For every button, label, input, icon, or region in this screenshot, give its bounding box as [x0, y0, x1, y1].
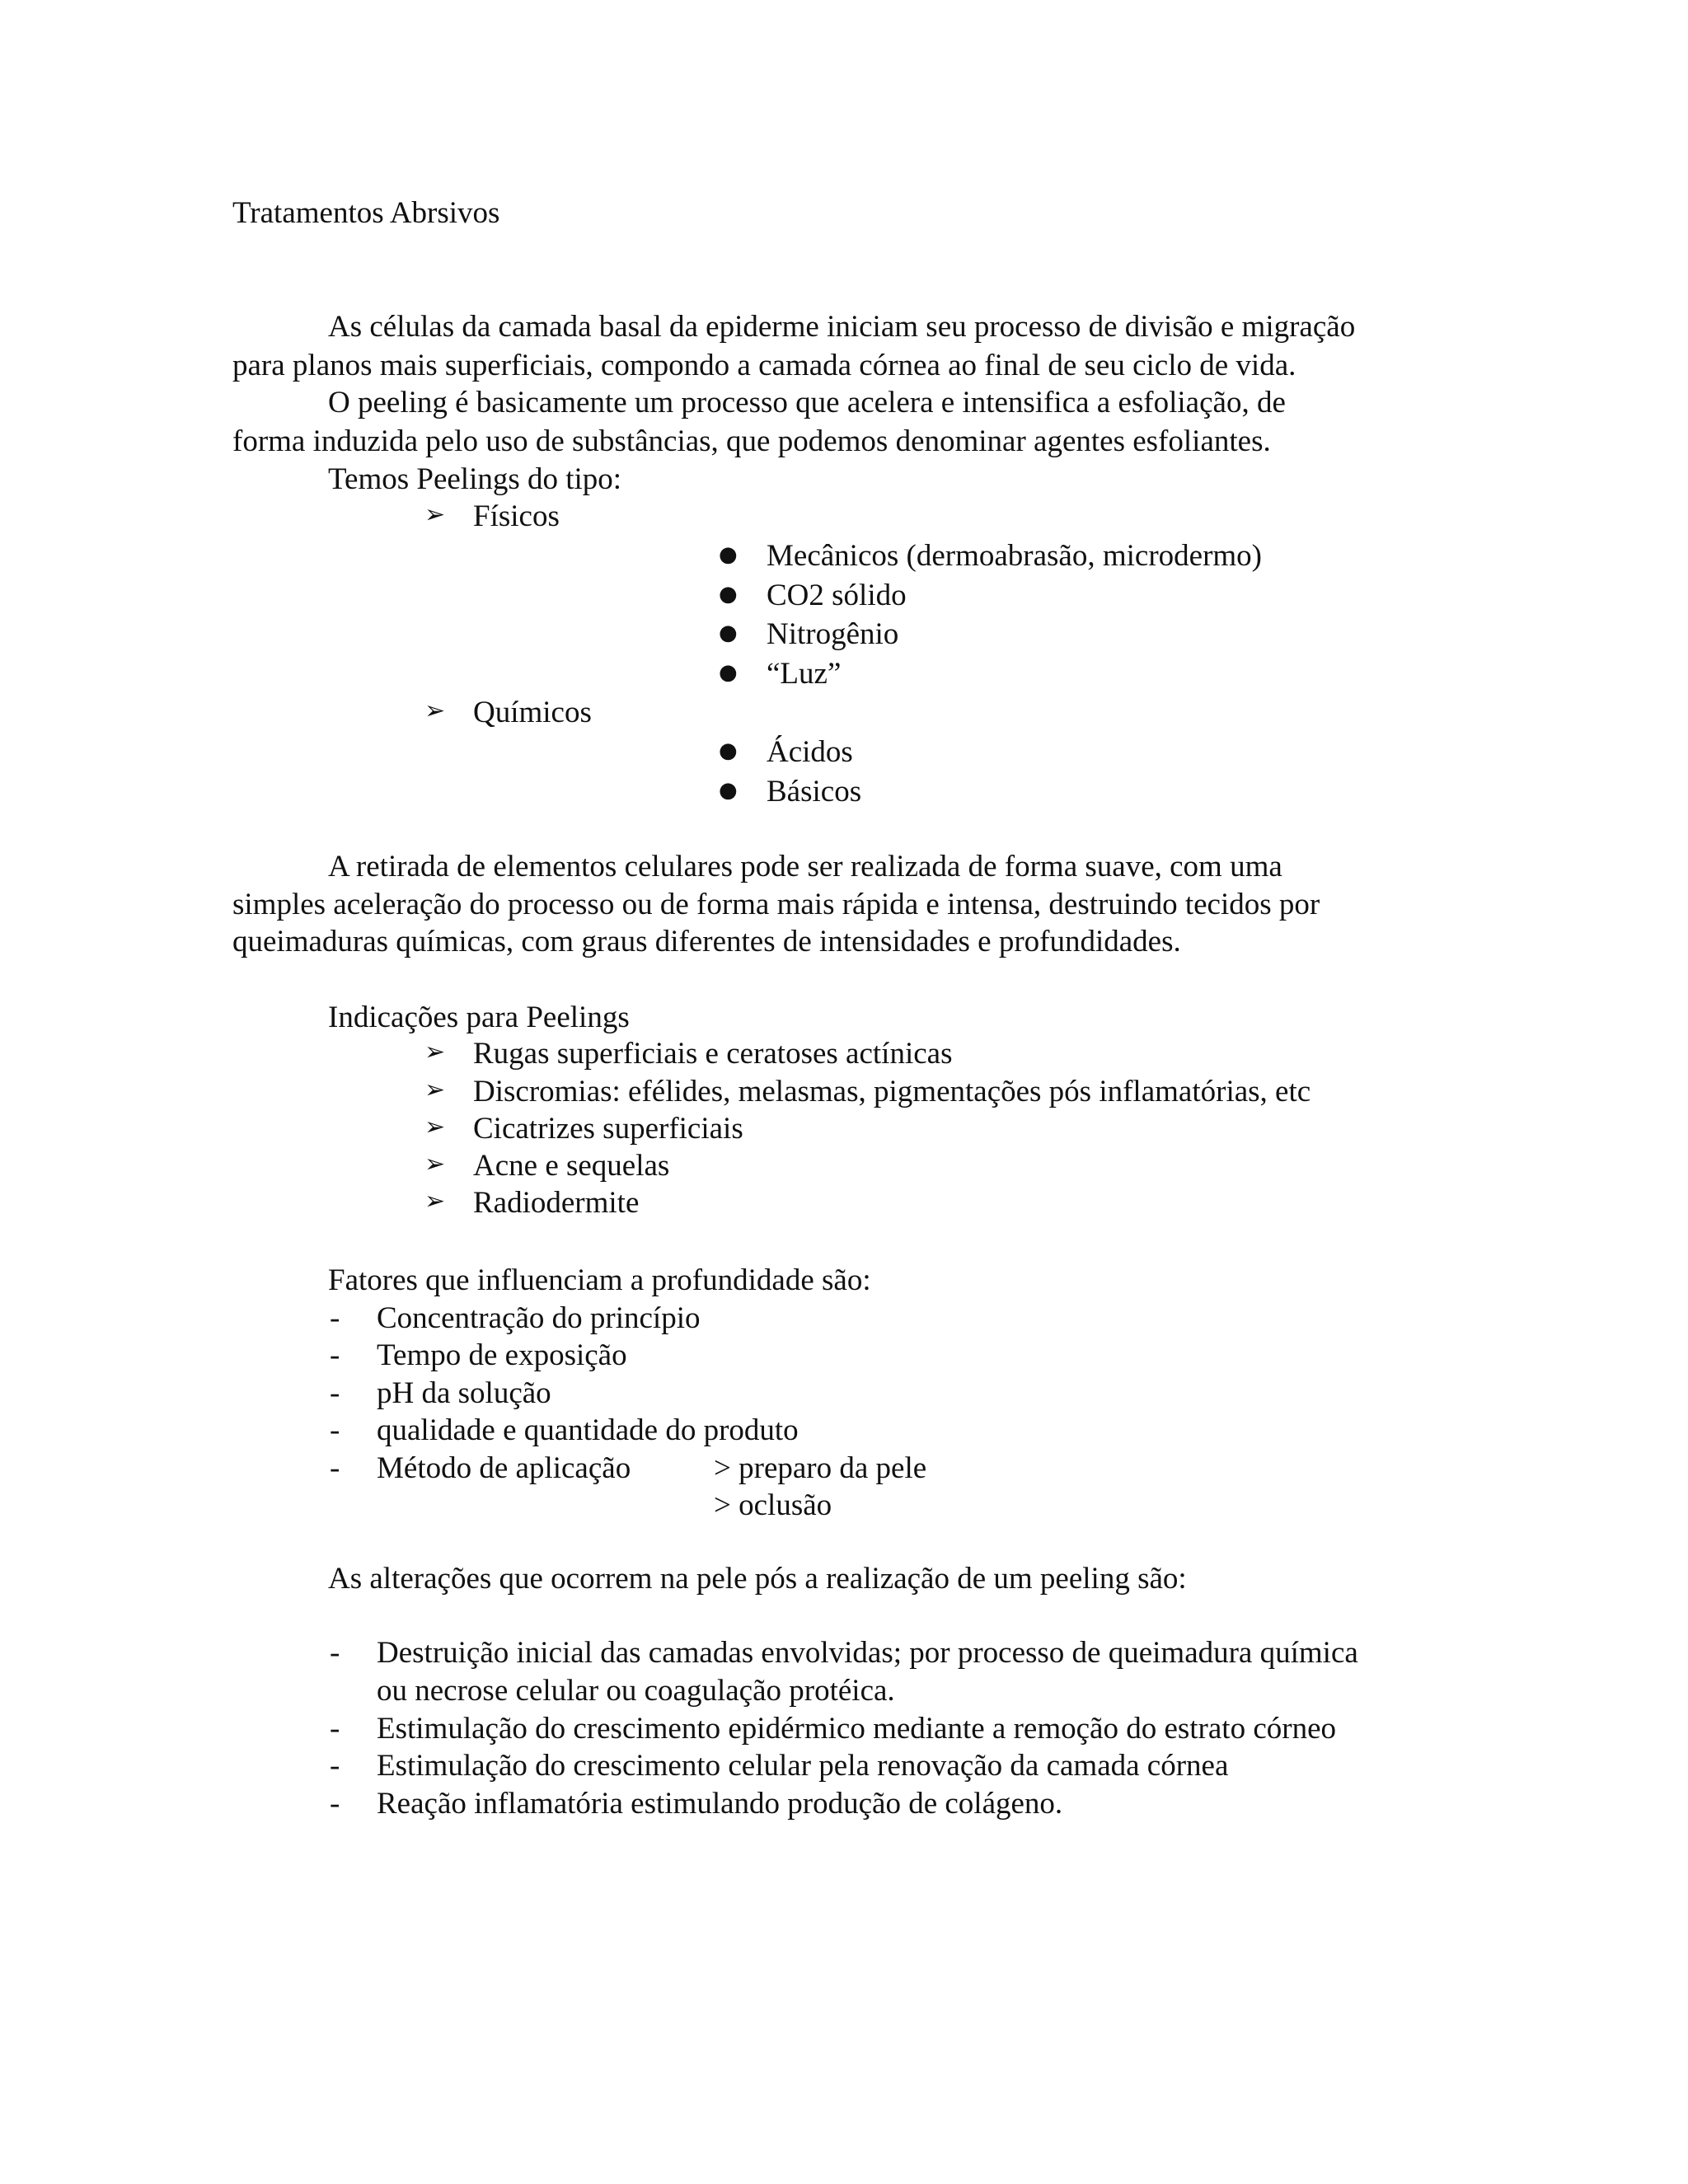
list-item: CO2 sólido	[767, 579, 907, 612]
list-item: Nitrogênio	[767, 617, 899, 651]
intro-p3: Temos Peelings do tipo:	[328, 462, 622, 496]
dash-bullet: -	[330, 1712, 340, 1746]
indications-heading: Indicações para Peelings	[328, 1001, 630, 1034]
factors-heading: Fatores que influenciam a profundidade são:	[328, 1263, 871, 1297]
list-item: pH da solução	[377, 1376, 551, 1410]
document-title: Tratamentos Abrsivos	[232, 196, 500, 230]
list-item: Acne e sequelas	[473, 1149, 670, 1183]
round-bullet-icon: ●	[719, 621, 738, 645]
dash-bullet: -	[330, 1301, 340, 1335]
list-item: Concentração do princípio	[377, 1301, 701, 1335]
dash-bullet: -	[330, 1338, 340, 1372]
list-item-continuation: ou necrose celular ou coagulação protéica.	[377, 1674, 895, 1708]
dash-bullet: -	[330, 1376, 340, 1410]
dash-bullet: -	[330, 1749, 340, 1783]
intro-p2-line1: O peeling é basicamente um processo que acelera e intensifica a esfoliação, de	[328, 386, 1286, 419]
method-sub-item: > oclusão	[714, 1488, 832, 1522]
method-sub-item: > preparo da pele	[714, 1451, 927, 1485]
dash-bullet: -	[330, 1787, 340, 1821]
list-item: Destruição inicial das camadas envolvidas; por processo de queimadura química	[377, 1636, 1358, 1670]
list-item: Discromias: efélides, melasmas, pigmentações pós inflamatórias, etc	[473, 1075, 1311, 1108]
list-item: Estimulação do crescimento celular pela renovação da camada córnea	[377, 1749, 1229, 1783]
list-item: Rugas superficiais e ceratoses actínicas	[473, 1037, 953, 1071]
list-item: Tempo de exposição	[377, 1338, 627, 1372]
type-label-quimicos: Químicos	[473, 696, 592, 729]
arrow-bullet-icon: ➢	[424, 696, 446, 725]
list-item: Cicatrizes superficiais	[473, 1112, 743, 1146]
round-bullet-icon: ●	[719, 660, 738, 685]
list-item: “Luz”	[767, 657, 842, 691]
dash-bullet: -	[330, 1413, 340, 1447]
arrow-bullet-icon: ➢	[424, 500, 446, 529]
round-bullet-icon: ●	[719, 778, 738, 803]
type-label-fisicos: Físicos	[473, 499, 560, 533]
intro-p1-line1: As células da camada basal da epiderme iniciam seu processo de divisão e migração	[328, 310, 1356, 344]
removal-line2: simples aceleração do processo ou de forma mais rápida e intensa, destruindo tecidos por	[232, 888, 1320, 921]
round-bullet-icon: ●	[719, 582, 738, 607]
intro-p2-line2: forma induzida pelo uso de substâncias, que podemos denominar agentes esfoliantes.	[232, 424, 1271, 458]
list-item: Radiodermite	[473, 1186, 640, 1220]
round-bullet-icon: ●	[719, 738, 738, 763]
changes-heading: As alterações que ocorrem na pele pós a realização de um peeling são:	[328, 1562, 1187, 1596]
list-item: Método de aplicação	[377, 1451, 631, 1485]
list-item: Ácidos	[767, 735, 853, 769]
removal-line3: queimaduras químicas, com graus diferentes de intensidades e profundidades.	[232, 925, 1181, 958]
arrow-bullet-icon: ➢	[424, 1038, 446, 1066]
list-item: Mecânicos (dermoabrasão, microdermo)	[767, 539, 1262, 573]
arrow-bullet-icon: ➢	[424, 1187, 446, 1216]
dash-bullet: -	[330, 1636, 340, 1670]
arrow-bullet-icon: ➢	[424, 1113, 446, 1141]
arrow-bullet-icon: ➢	[424, 1150, 446, 1179]
list-item: qualidade e quantidade do produto	[377, 1413, 799, 1447]
removal-line1: A retirada de elementos celulares pode ser realizada de forma suave, com uma	[328, 850, 1282, 883]
list-item: Estimulação do crescimento epidérmico mediante a remoção do estrato córneo	[377, 1712, 1337, 1746]
dash-bullet: -	[330, 1451, 340, 1485]
arrow-bullet-icon: ➢	[424, 1076, 446, 1104]
round-bullet-icon: ●	[719, 542, 738, 567]
list-item: Reação inflamatória estimulando produção de colágeno.	[377, 1787, 1063, 1821]
intro-p1-line2: para planos mais superficiais, compondo a camada córnea ao final de seu ciclo de vida.	[232, 349, 1296, 382]
list-item: Básicos	[767, 775, 862, 808]
